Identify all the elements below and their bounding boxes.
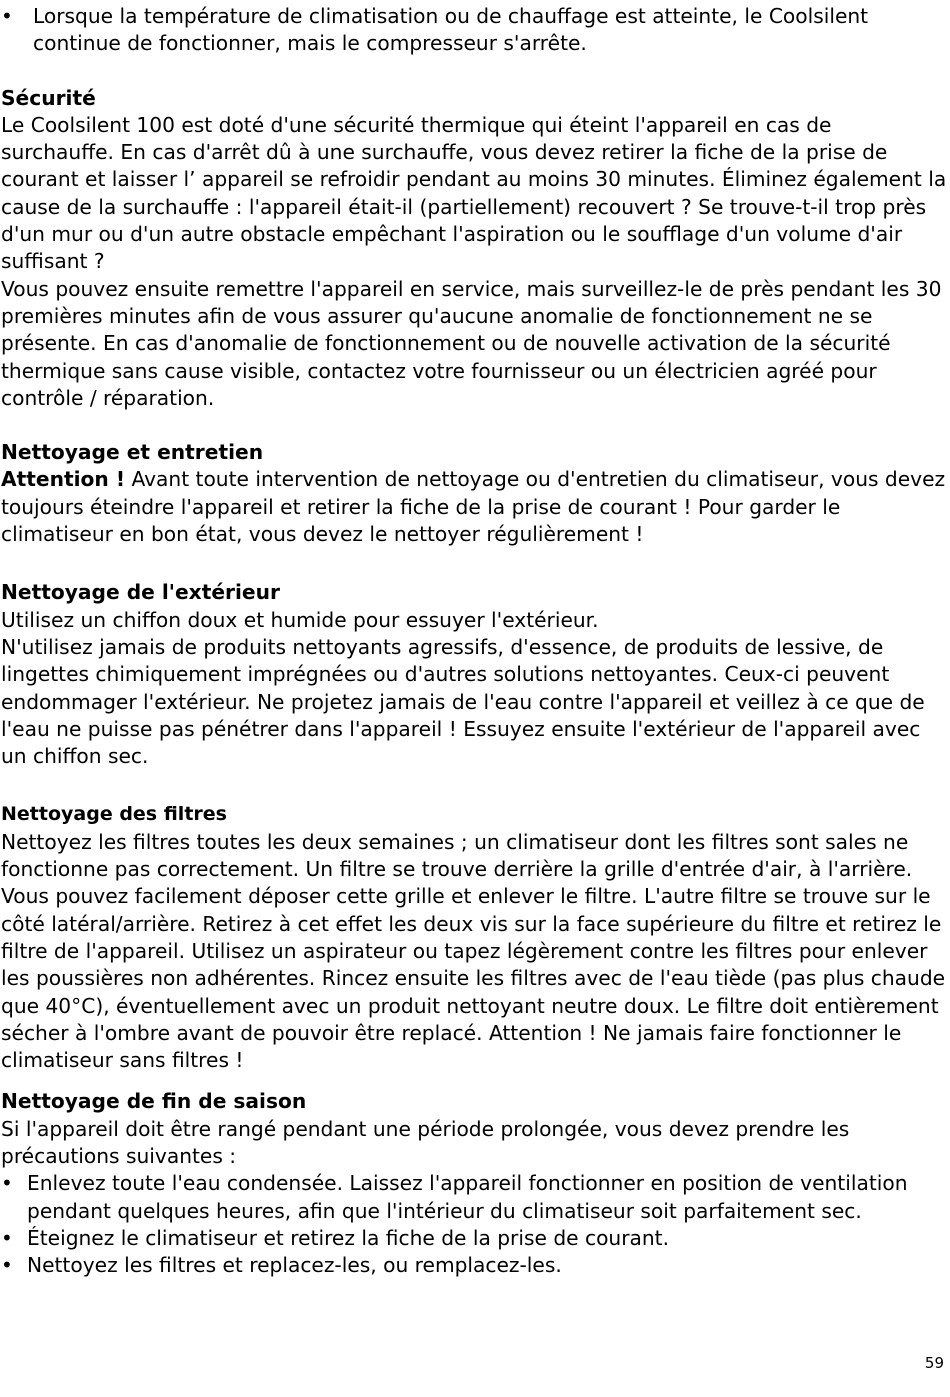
list-item: • Éteignez le climatiseur et retirez la fiche de la prise de courant. <box>1 1225 947 1252</box>
section-heading: Nettoyage de fin de saison <box>1 1089 307 1114</box>
section-nettoyage-filtres <box>1 801 947 1074</box>
section-heading: Sécurité <box>1 85 96 110</box>
attention-label: Attention ! <box>1 467 126 492</box>
list-item: • Lorsque la température de climatisation ou de chauffage est atteinte, le Coolsilent continue de fonctionner, mais le compresseur s'arrête. <box>1 3 947 58</box>
paragraph: Utilisez un chiffon doux et humide pour essuyer l'extérieur. <box>1 607 599 632</box>
document-page <box>1 3 947 1279</box>
page-number: 59 <box>924 1354 944 1372</box>
section-nettoyage-entretien <box>1 439 947 548</box>
section-heading: Nettoyage de l'extérieur <box>1 580 280 605</box>
section-heading: Nettoyage des filtres <box>1 803 227 826</box>
paragraph: Si l'appareil doit être rangé pendant une période prolongée, vous devez prendre les précautions suivantes : <box>1 1116 850 1168</box>
section-fin-de-saison <box>1 1088 947 1279</box>
attention-text: Avant toute intervention de nettoyage ou d'entretien du climatiseur, vous devez toujours éteindre l'appareil et retirer la fiche de la prise de courant ! Pour garder le climatiseur en bon état, vous devez le nettoyer régulièrement ! <box>1 467 946 547</box>
list-item: • Nettoyez les filtres et replacez-les, ou remplacez-les. <box>1 1252 947 1279</box>
section-securite <box>1 85 947 413</box>
paragraph: Nettoyez les filtres toutes les deux semaines ; un climatiseur dont les filtres sont sales ne fonctionne pas correctement. Un filtre se trouve derrière la grille d'entrée d'air, à l'arrière. Vous pouvez facilement déposer cette grille et enlever le filtre. L'autre filtre se trouve sur le côté latéral/arrière. Retirez à cet effet les deux vis sur la face supérieure du filtre et retirez le filtre de l'appareil. Utilisez un aspirateur ou tapez légèrement contre les filtres pour enlever les poussières non adhérentes. Rincez ensuite les filtres avec de l'eau tiède (pas plus chaude que 40°C), éventuellement avec un produit nettoyant neutre doux. Le filtre doit entièrement sécher à l'ombre avant de pouvoir être replacé. Attention ! Ne jamais faire fonctionner le climatiseur sans filtres ! <box>1 829 946 1073</box>
paragraph: N'utilisez jamais de produits nettoyants agressifs, d'essence, de produits de lessive, de lingettes chimiquement imprégnées ou d'autres solutions nettoyantes. Ceux-ci peuvent endommager l'extérieur. Ne projetez jamais de l'eau contre l'appareil et veillez à ce que de l'eau ne puisse pas pénétrer dans l'appareil ! Essuyez ensuite l'extérieur de l'appareil avec un chiffon sec. <box>1 634 925 769</box>
list-item: • Enlevez toute l'eau condensée. Laissez l'appareil fonctionner en position de ventilation pendant quelques heures, afin que l'intérieur du climatiseur soit parfaitement sec. <box>1 1170 947 1225</box>
section-heading: Nettoyage et entretien <box>1 440 264 465</box>
intro-list <box>1 3 947 58</box>
paragraph: Le Coolsilent 100 est doté d'une sécurité thermique qui éteint l'appareil en cas de surchauffe. En cas d'arrêt dû à une surchauffe, vous devez retirer la fiche de la prise de courant et laisser l’ appareil se refroidir pendant au moins 30 minutes. Éliminez également la cause de la surchauffe : l'appareil était-il (partiellement) recouvert ? Se trouve-t-il trop près d'un mur ou d'un autre obstacle empêchant l'aspiration ou le soufflage d'un volume d'air suffisant ? <box>1 112 947 274</box>
precautions-list <box>1 1170 947 1279</box>
paragraph: Vous pouvez ensuite remettre l'appareil en service, mais surveillez-le de près pendant les 30 premières minutes afin de vous assurer qu'aucune anomalie de fonctionnement ne se présente. En cas d'anomalie de fonctionnement ou de nouvelle activation de la sécurité thermique sans cause visible, contactez votre fournisseur ou un électricien agréé pour contrôle / réparation. <box>1 276 942 410</box>
section-nettoyage-exterieur <box>1 579 947 770</box>
paragraph <box>1 466 947 548</box>
